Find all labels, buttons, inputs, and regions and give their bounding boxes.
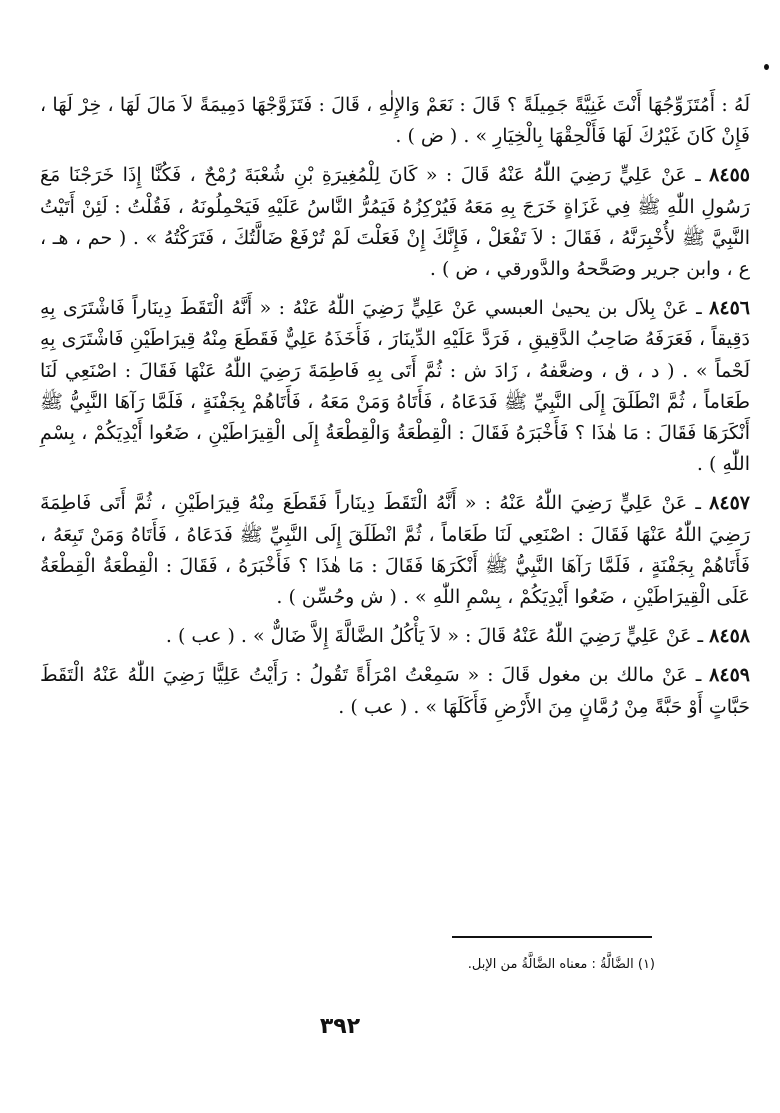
hadith-number: ٨٤٥٩	[709, 664, 750, 687]
hadith-8455	[40, 160, 750, 285]
hadith-text: ـ عَنْ عَلِيٍّ رَضِيَ اللّٰهُ عَنْهُ : « أَنَّهُ الْتَقَطَ دِينَاراً فَقَطَعَ مِنْهُ قِيرَاطَيْنِ ، ثُمَّ أَتَى فَاطِمَةَ رَضِيَ اللّٰهُ عَنْهَا فَقَالَ : اصْنَعِي لَنَا طَعَاماً ، ثُمَّ انْطَلَقَ إِلَى النَّبِيِّ ﷺ فَدَعَاهُ ، فَأَتَاهُ وَمَنْ تَبِعَهُ ، فَأَتَاهُمْ بِجَفْنَةٍ ، فَلَمَّا رَآهَا النَّبِيُّ ﷺ أَنْكَرَهَا فَقَالَ : مَا هٰذَا ؟ فَأَخْبَرَهُ ، فَقَالَ : الْقِطْعَةُ الْقِطْعَةُ عَلَى الْقِيرَاطَيْنِ ، ضَعُوا أَيْدِيَكُمْ ، بِسْمِ اللّٰهِ » . ( ش وحُسِّن ) .	[40, 492, 750, 609]
paragraph-text: لَهُ : أَمُتَزَوِّجُهَا أَنْتَ غَنِيَّةً جَمِيلَةً ؟ قَالَ : نَعَمْ وَالإِلٰهِ ، قَالَ : فَتَزَوَّجْهَا دَمِيمَةً لاَ مَالَ لَهَا ، خِرْ لَهَا ، فَإِنْ كَانَ غَيْرُكَ لَهَا فَأَلْحِقْهَا بِالْخِيَارِ » . ( ض ) .	[40, 94, 750, 148]
footnote-divider	[452, 936, 652, 938]
hadith-text: ـ عَنْ عَلِيٍّ رَضِيَ اللّٰهُ عَنْهُ قَالَ : « لاَ يَأْكُلُ الضَّالَّةَ إِلاَّ ضَالٌّ » . ( عب ) .	[165, 625, 710, 648]
hadith-8459	[40, 660, 750, 722]
hadith-text-block	[40, 90, 750, 723]
footnote: (١) الضَّالَّةُ : معناه الضَّالَّةُ من الإبل.	[467, 957, 655, 972]
hadith-number: ٨٤٥٥	[709, 164, 750, 187]
hadith-number: ٨٤٥٧	[709, 492, 750, 515]
hadith-8458	[40, 621, 750, 652]
margin-dot	[764, 64, 769, 70]
hadith-text: ـ عَنْ مالك بن مغول قَالَ : « سَمِعْتُ امْرَأَةً تَقُولُ : رَأَيْتُ عَلِيًّا رَضِيَ اللّٰهُ عَنْهُ الْتَقَطَ حَبَّاتٍ أَوْ حَبَّةً مِنْ رُمَّانٍ مِنَ الأَرْضِ فَأَكَلَهَا » . ( عب ) .	[40, 664, 750, 718]
hadith-number: ٨٤٥٦	[709, 297, 750, 320]
hadith-text: ـ عَنْ بِلاَل بن يحيىٰ العبسي عَنْ عَلِيٍّ رَضِيَ اللّٰهُ عَنْهُ : « أَنَّهُ الْتَقَطَ دِينَاراً فَاشْتَرَى بِهِ دَقِيقاً ، فَعَرَفَهُ صَاحِبُ الدَّقِيقِ ، فَرَدَّ عَلَيْهِ الدِّينَارَ ، فَأَخَذَهُ عَلِيٌّ فَقَطَعَ مِنْهُ قِيرَاطَيْنِ فَاشْتَرَى بِهِ لَحْماً » . ( د ، ق ، وضعَّفهُ ، زَادَ ش : ثُمَّ أَتَى بِهِ فَاطِمَةَ رَضِيَ اللّٰهُ عَنْهَا فَقَالَ : اصْنَعِي لَنَا طَعَاماً ، ثُمَّ انْطَلَقَ إِلَى النَّبِيِّ ﷺ فَدَعَاهُ ، فَأَتَاهُ وَمَنْ مَعَهُ ، فَأَتَاهُمْ بِجَفْنَةٍ ، فَلَمَّا رَآهَا النَّبِيُّ ﷺ أَنْكَرَهَا فَقَالَ : مَا هٰذَا ؟ فَأَخْبَرَهُ فَقَالَ : الْقِطْعَةُ وَالْقِطْعَةُ إِلَى الْقِيرَاطَيْنِ ، ضَعُوا أَيْدِيَكُمْ ، بِسْمِ اللّٰهِ ) .	[40, 297, 750, 476]
paragraph-continuation	[40, 90, 750, 152]
page-number: ٣٩٢	[319, 1014, 361, 1039]
hadith-8456	[40, 293, 750, 480]
hadith-8457	[40, 488, 750, 613]
hadith-text: ـ عَنْ عَلِيٍّ رَضِيَ اللّٰهُ عَنْهُ قَالَ : « كَانَ لِلْمُغِيرَةِ بْنِ شُعْبَةَ رُمْحٌ ، فَكُنَّا إِذَا خَرَجْنَا مَعَ رَسُولِ اللّٰهِ ﷺ فِي غَزَاةٍ خَرَجَ بِهِ مَعَهُ فَيُرْكِزُهُ فَيَمُرُّ النَّاسُ عَلَيْهِ فَيَحْمِلُونَهُ ، فَقُلْتُ : لَئِنْ أَتَيْتُ النَّبِيَّ ﷺ لأُخْبِرَنَّهُ ، فَقَالَ : لاَ تَفْعَلْ ، فَإِنَّكَ إِنْ فَعَلْتَ لَمْ تُرْفَعْ ضَالَّتُكَ ، فَتَرَكْتُهُ » . ( حم ، هـ ، ع ، وابن جرير وصَحَّحهُ والدَّورقي ، ض ) .	[40, 164, 750, 281]
hadith-number: ٨٤٥٨	[709, 625, 750, 648]
